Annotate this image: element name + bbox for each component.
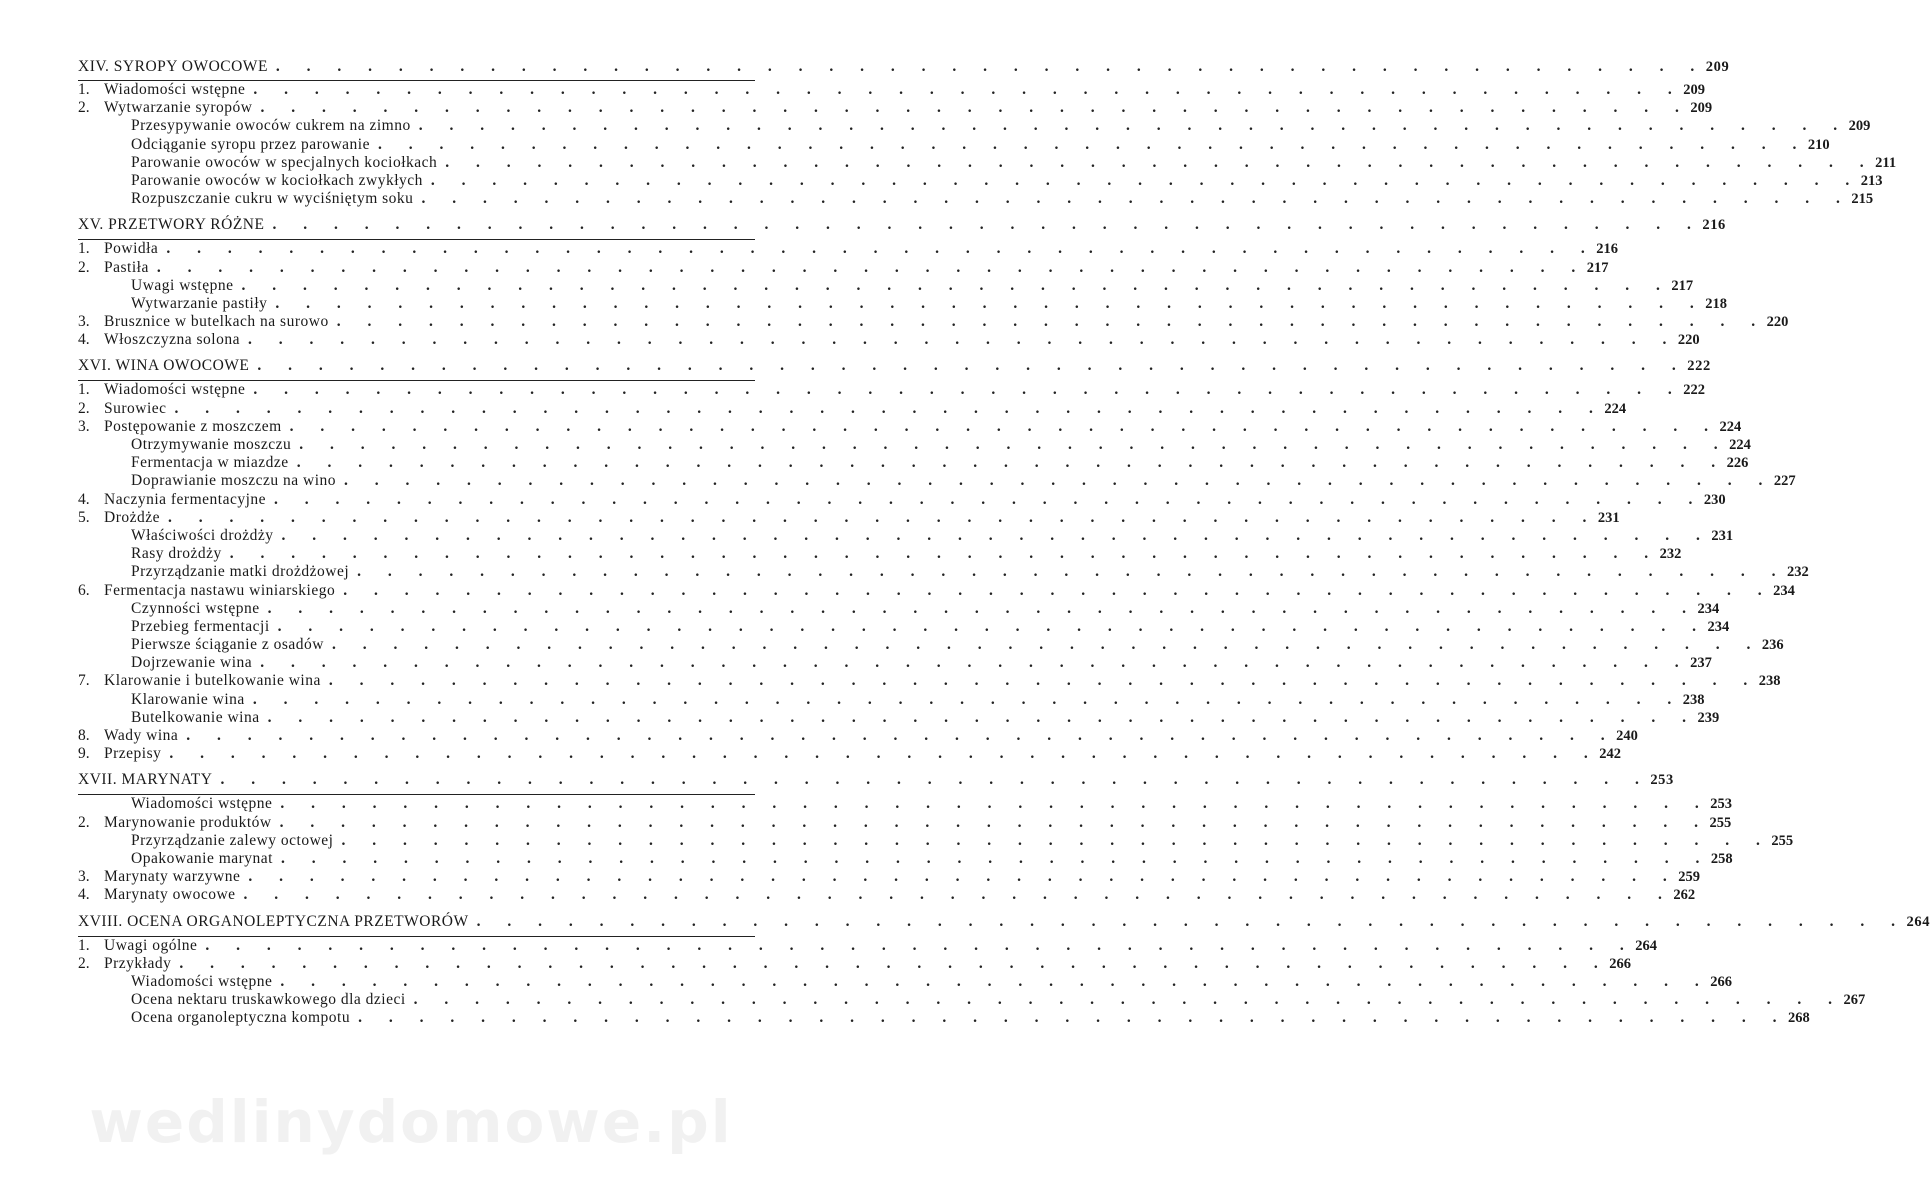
entry-title-wrap bbox=[78, 56, 268, 78]
toc-entry bbox=[78, 258, 1609, 277]
dot-leader: . . . . . . . . . . . . . . . . . . . . . . . . . . . . . . . . . . . . . . . . . . . . . . . bbox=[277, 617, 1708, 635]
entry-title-wrap bbox=[78, 313, 329, 331]
dot-leader: . . . . . . . . . . . . . . . . . . . . . . . . . . . . . . . . . . . . . . . . . . . . . . . bbox=[267, 599, 1698, 617]
entry-number: 7. bbox=[78, 672, 90, 690]
entry-title: Wiadomości wstępne bbox=[131, 972, 273, 990]
entry-title-wrap bbox=[78, 973, 272, 991]
chapter-heading bbox=[78, 909, 1930, 934]
entry-title-wrap bbox=[78, 454, 289, 472]
entry-title-wrap bbox=[78, 331, 240, 349]
page-number: 240 bbox=[1616, 728, 1638, 744]
page-number: 266 bbox=[1609, 955, 1631, 972]
page-number: 222 bbox=[1683, 382, 1706, 399]
chapter-title: XV. PRZETWORY RÓŻNE bbox=[78, 216, 265, 234]
page-number: 224 bbox=[1604, 400, 1627, 417]
page-number: 217 bbox=[1586, 259, 1609, 276]
entry-title: Wytwarzanie syropów bbox=[104, 99, 253, 117]
dot-leader: . . . . . . . . . . . . . . . . . . . . . . . . . . . . . . . . . . . . . . . . . . . . . . . bbox=[274, 490, 1704, 508]
entry-number: 1. bbox=[78, 81, 90, 98]
dot-leader: . . . . . . . . . . . . . . . . . . . . . . . . . . . . . . . . . . . . . . . . . . . . . . . bbox=[229, 545, 1660, 563]
entry-number: 1. bbox=[78, 381, 90, 399]
toc-subentry bbox=[78, 153, 1897, 172]
dot-leader: . . . . . . . . . . . . . . . . . . . . . . . . . . . . . . . . . . . . . . . . . . . . . . . bbox=[260, 654, 1691, 672]
entry-title: Doprawianie moszczu na wino bbox=[131, 472, 337, 490]
entry-number: 5. bbox=[78, 508, 90, 526]
toc-entry bbox=[78, 313, 1789, 331]
entry-title-wrap bbox=[78, 709, 260, 727]
dot-leader: . . . . . . . . . . . . . . . . . . . . . . . . . . . . . . . . . . . . . . . . . . . . . . . bbox=[241, 276, 1672, 294]
entry-title: Przykłady bbox=[104, 954, 172, 972]
entry-title-wrap bbox=[78, 81, 245, 99]
page-number: 209 bbox=[1690, 100, 1713, 117]
dot-leader: . . . . . . . . . . . . . . . . . . . . . . . . . . . . . . . . . . . . . . . . . . . . . . . bbox=[252, 690, 1683, 708]
toc-entry bbox=[78, 331, 1700, 349]
entry-title: Przebieg fermentacji bbox=[131, 617, 270, 635]
entry-title: Powidła bbox=[104, 240, 159, 258]
page-number: 242 bbox=[1599, 746, 1622, 763]
entry-number: 4. bbox=[78, 331, 90, 349]
entry-title: Rozpuszczanie cukru w wyciśniętym soku bbox=[131, 190, 414, 208]
entry-title-wrap bbox=[78, 600, 260, 618]
page-number: 262 bbox=[1673, 887, 1696, 904]
entry-title-wrap bbox=[78, 814, 272, 832]
entry-title: Marynaty warzywne bbox=[104, 868, 241, 886]
entry-title-wrap bbox=[78, 636, 324, 654]
page-number: 236 bbox=[1761, 637, 1784, 654]
entry-title: Wytwarzanie pastiły bbox=[131, 294, 268, 312]
page-number: 232 bbox=[1787, 564, 1809, 581]
entry-title: Wiadomości wstępne bbox=[131, 795, 273, 813]
page-number: 259 bbox=[1678, 869, 1700, 886]
entry-number: 4. bbox=[78, 886, 90, 904]
toc-subentry bbox=[78, 599, 1720, 618]
page-number: 238 bbox=[1758, 673, 1781, 690]
page-number: 217 bbox=[1671, 277, 1694, 294]
page-number: 253 bbox=[1650, 772, 1674, 789]
page-number: 232 bbox=[1659, 546, 1682, 563]
dot-leader: . . . . . . . . . . . . . . . . . . . . . . . . . . . . . . . . . . . . . . . . . . . . . . . bbox=[174, 399, 1605, 417]
dot-leader: . . . . . . . . . . . . . . . . . . . . . . . . . . . . . . . . . . . . . . . . . . . . . . . bbox=[156, 258, 1587, 276]
entry-number: 3. bbox=[78, 313, 90, 331]
dot-leader: . . . . . . . . . . . . . . . . . . . . . . . . . . . . . . . . . . . . . . . . . . . . . . . bbox=[253, 381, 1684, 399]
dot-leader: . . . . . . . . . . . . . . . . . . . . . . . . . . . . . . . . . . . . . . . . . . . . . . . bbox=[331, 636, 1762, 654]
page-number: 211 bbox=[1875, 154, 1897, 171]
toc-subentry bbox=[78, 972, 1733, 991]
page-number: 231 bbox=[1597, 509, 1620, 526]
chapter-heading bbox=[78, 212, 1726, 237]
entry-title-wrap bbox=[78, 527, 274, 545]
page-number: 213 bbox=[1860, 172, 1883, 189]
entry-title: Przepisy bbox=[104, 745, 162, 763]
toc-subentry bbox=[78, 654, 1712, 672]
entry-number: 8. bbox=[78, 727, 90, 744]
dot-leader: . . . . . . . . . . . . . . . . . . . . . . . . . . . . . . . . . . . . . . . . . . . . . . . bbox=[257, 357, 1688, 375]
toc-subentry bbox=[78, 563, 1809, 581]
toc-subentry bbox=[78, 135, 1830, 154]
dot-leader: . . . . . . . . . . . . . . . . . . . . . . . . . . . . . . . . . . . . . . . . . . . . . . . bbox=[378, 135, 1808, 153]
entry-number: 2. bbox=[78, 258, 90, 276]
toc-subentry bbox=[78, 849, 1733, 868]
entry-number: 2. bbox=[78, 399, 90, 417]
toc-entry bbox=[78, 886, 1696, 904]
page-number: 234 bbox=[1773, 582, 1795, 599]
entry-title: Ocena organoleptyczna kompotu bbox=[131, 1009, 351, 1027]
toc-entry bbox=[78, 672, 1781, 690]
entry-title-wrap bbox=[78, 136, 370, 154]
toc-subentry bbox=[78, 636, 1784, 654]
page-number: 216 bbox=[1596, 241, 1618, 258]
page-number: 227 bbox=[1773, 473, 1796, 490]
toc-subentry bbox=[78, 617, 1730, 636]
page-number: 216 bbox=[1702, 217, 1726, 234]
entry-title-wrap bbox=[78, 909, 469, 934]
entry-title: Pierwsze ściąganie z osadów bbox=[131, 636, 324, 654]
page-number: 220 bbox=[1677, 332, 1700, 349]
dot-leader: . . . . . . . . . . . . . . . . . . . . . . . . . . . . . . . . . . . . . . . . . . . . . . . bbox=[168, 508, 1598, 526]
entry-title: Wiadomości wstępne bbox=[104, 381, 246, 399]
toc-entry bbox=[78, 868, 1700, 886]
entry-title-wrap bbox=[78, 745, 161, 763]
entry-title-wrap bbox=[78, 400, 167, 418]
page-number: 231 bbox=[1711, 527, 1734, 544]
entry-title-wrap bbox=[78, 240, 158, 258]
chapter-title: XVI. WINA OWOCOWE bbox=[78, 357, 250, 375]
dot-leader: . . . . . . . . . . . . . . . . . . . . . . . . . . . . . . . . . . . . . . . . . . . . . . . bbox=[357, 563, 1788, 581]
entry-number: 2. bbox=[78, 954, 90, 972]
page-number: 226 bbox=[1726, 455, 1749, 472]
chapter-title: XVII. MARYNATY bbox=[78, 771, 213, 789]
chapter-heading bbox=[78, 353, 1711, 378]
entry-title: Przesypywanie owoców cukrem na zimno bbox=[131, 117, 411, 135]
page-number: 224 bbox=[1729, 437, 1751, 453]
dot-leader: . . . . . . . . . . . . . . . . . . . . . . . . . . . . . . . . . . . . . . . . . . . . . . . bbox=[343, 581, 1774, 599]
entry-title-wrap bbox=[78, 472, 336, 490]
entry-title: Klarowanie wina bbox=[131, 690, 245, 708]
page-number: 264 bbox=[1635, 937, 1658, 954]
toc-subentry bbox=[78, 436, 1751, 454]
entry-title-wrap bbox=[78, 582, 335, 600]
entry-title-wrap bbox=[78, 691, 245, 709]
toc-subentry bbox=[78, 526, 1734, 545]
entry-title-wrap bbox=[78, 190, 413, 208]
page-number: 266 bbox=[1710, 973, 1733, 990]
dot-leader: . . . . . . . . . . . . . . . . . . . . . . . . . . . . . . . . . . . . . . . . . . . . . . . bbox=[430, 171, 1861, 189]
entry-title: Marynaty owocowe bbox=[104, 886, 236, 904]
entry-title: Właściwości drożdży bbox=[131, 526, 274, 544]
entry-number: 9. bbox=[78, 745, 90, 763]
entry-title: Ocena nektaru truskawkowego dla dzieci bbox=[131, 991, 406, 1009]
table-of-contents bbox=[78, 56, 1930, 1027]
entry-number: 1. bbox=[78, 240, 90, 258]
toc-entry bbox=[78, 381, 1706, 399]
dot-leader: . . . . . . . . . . . . . . . . . . . . . . . . . . . . . . . . . . . . . . . . . . . . . . . bbox=[179, 954, 1610, 972]
toc-subentry bbox=[78, 117, 1871, 135]
page-number: 237 bbox=[1690, 655, 1712, 672]
toc-subentry bbox=[78, 472, 1796, 490]
page-number: 209 bbox=[1683, 82, 1706, 98]
entry-title-wrap bbox=[78, 154, 437, 172]
entry-title: Parowanie owoców w kociołkach zwykłych bbox=[131, 171, 423, 189]
page-number: 209 bbox=[1848, 118, 1871, 135]
dot-leader: . . . . . . . . . . . . . . . . . . . . . . . . . . . . . . . . . . . . . . . . . . . . . . . bbox=[248, 868, 1679, 886]
dot-leader: . . . . . . . . . . . . . . . . . . . . . . . . . . . . . . . . . . . . . . . . . . . . . . . bbox=[243, 886, 1674, 904]
entry-title-wrap bbox=[78, 295, 267, 313]
toc-subentry bbox=[78, 294, 1728, 313]
toc-entry bbox=[78, 813, 1732, 832]
toc-subentry bbox=[78, 545, 1682, 563]
toc-subentry bbox=[78, 454, 1749, 472]
toc-entry bbox=[78, 81, 1706, 99]
toc-entry bbox=[78, 417, 1742, 436]
entry-title: Pastiła bbox=[104, 258, 149, 276]
entry-title-wrap bbox=[78, 937, 197, 955]
entry-title-wrap bbox=[78, 618, 270, 636]
toc-entry bbox=[78, 954, 1631, 973]
toc-subentry bbox=[78, 991, 1866, 1009]
entry-title: Dojrzewanie wina bbox=[131, 654, 253, 672]
dot-leader: . . . . . . . . . . . . . . . . . . . . . . . . . . . . . . . . . . . . . . . . . . . . . . . bbox=[421, 190, 1852, 208]
toc-subentry bbox=[78, 171, 1883, 190]
entry-title: Uwagi wstępne bbox=[131, 276, 234, 294]
entry-title-wrap bbox=[78, 795, 272, 813]
entry-title: Postępowanie z moszczem bbox=[104, 417, 282, 435]
dot-leader: . . . . . . . . . . . . . . . . . . . . . . . . . . . . . . . . . . . . . . . . . . . . . . . bbox=[205, 936, 1636, 954]
dot-leader: . . . . . . . . . . . . . . . . . . . . . . . . . . . . . . . . . . . . . . . . . . . . . . . bbox=[267, 708, 1698, 726]
dot-leader: . . . . . . . . . . . . . . . . . . . . . . . . . . . . . . . . . . . . . . . . . . . . . . . bbox=[253, 81, 1684, 98]
page-number: 224 bbox=[1719, 418, 1742, 435]
toc-entry bbox=[78, 727, 1638, 745]
toc-entry bbox=[78, 936, 1658, 955]
entry-title: Czynności wstępne bbox=[131, 599, 260, 617]
entry-title: Wiadomości wstępne bbox=[104, 81, 246, 98]
entry-title: Przyrządzanie matki drożdżowej bbox=[131, 563, 350, 581]
entry-title-wrap bbox=[78, 172, 423, 190]
toc-entry bbox=[78, 240, 1618, 258]
entry-title-wrap bbox=[78, 381, 245, 399]
toc-subentry bbox=[78, 795, 1733, 813]
dot-leader: . . . . . . . . . . . . . . . . . . . . . . . . . . . . . . . . . . . . . . . . . . . . . . . bbox=[280, 972, 1711, 990]
page-number: 239 bbox=[1697, 709, 1720, 726]
page-number: 234 bbox=[1697, 600, 1720, 617]
dot-leader: . . . . . . . . . . . . . . . . . . . . . . . . . . . . . . . . . . . . . . . . . . . . . . . bbox=[418, 117, 1849, 135]
entry-title-wrap bbox=[78, 491, 266, 509]
entry-title-wrap bbox=[78, 353, 249, 378]
entry-number: 3. bbox=[78, 417, 90, 435]
page-number: 255 bbox=[1709, 814, 1732, 831]
page-number: 268 bbox=[1787, 1010, 1810, 1027]
chapter-title: XVIII. OCENA ORGANOLEPTYCZNA PRZETWORÓW bbox=[78, 912, 469, 930]
entry-title: Brusznice w butelkach na surowo bbox=[104, 313, 329, 331]
dot-leader: . . . . . . . . . . . . . . . . . . . . . . . . . . . . . . . . . . . . . . . . . . . . . . . bbox=[169, 745, 1600, 763]
chapter-heading bbox=[78, 767, 1674, 792]
entry-number: 4. bbox=[78, 490, 90, 508]
entry-number: 3. bbox=[78, 868, 90, 886]
entry-title: Drożdże bbox=[104, 508, 160, 526]
dot-leader: . . . . . . . . . . . . . . . . . . . . . . . . . . . . . . . . . . . . . . . . . . . . . . . bbox=[279, 813, 1710, 831]
chapter-title: XIV. SYROPY OWOCOWE bbox=[78, 58, 268, 75]
entry-title: Klarowanie i butelkowanie wina bbox=[104, 672, 321, 690]
entry-title-wrap bbox=[78, 672, 321, 690]
dot-leader: . . . . . . . . . . . . . . . . . . . . . . . . . . . . . . . . . . . . . . . . . . . . . . . bbox=[299, 436, 1730, 453]
entry-title-wrap bbox=[78, 991, 406, 1009]
page-number: 209 bbox=[1705, 59, 1730, 75]
toc-subentry bbox=[78, 276, 1694, 295]
entry-title-wrap bbox=[78, 868, 240, 886]
page-number: 222 bbox=[1687, 358, 1711, 375]
toc-subentry bbox=[78, 690, 1705, 709]
entry-title-wrap bbox=[78, 259, 149, 277]
toc-entry bbox=[78, 581, 1795, 600]
dot-leader: . . . . . . . . . . . . . . . . . . . . . . . . . . . . . . . . . . . . . . . . . . . . . . . bbox=[289, 417, 1720, 435]
toc-entry bbox=[78, 99, 1713, 117]
dot-leader: . . . . . . . . . . . . . . . . . . . . . . . . . . . . . . . . . . . . . . . . . . . . . . . bbox=[358, 1009, 1788, 1027]
dot-leader: . . . . . . . . . . . . . . . . . . . . . . . . . . . . . . . . . . . . . . . . . . . . . . . bbox=[272, 216, 1703, 234]
entry-title-wrap bbox=[78, 886, 236, 904]
dot-leader: . . . . . . . . . . . . . . . . . . . . . . . . . . . . . . . . . . . . . . . . . . . . . . . bbox=[476, 912, 1907, 930]
entry-title: Odciąganie syropu przez parowanie bbox=[131, 135, 370, 153]
dot-leader: . . . . . . . . . . . . . . . . . . . . . . . . . . . . . . . . . . . . . . . . . . . . . . . bbox=[247, 331, 1678, 349]
entry-title-wrap bbox=[78, 545, 222, 563]
entry-title-wrap bbox=[78, 436, 291, 454]
dot-leader: . . . . . . . . . . . . . . . . . . . . . . . . . . . . . . . . . . . . . . . . . . . . . . . bbox=[280, 795, 1711, 813]
dot-leader: . . . . . . . . . . . . . . . . . . . . . . . . . . . . . . . . . . . . . . . . . . . . . . . bbox=[296, 454, 1727, 472]
entry-title: Uwagi ogólne bbox=[104, 936, 198, 954]
page-number: 220 bbox=[1766, 314, 1789, 331]
entry-title-wrap bbox=[78, 654, 252, 672]
dot-leader: . . . . . . . . . . . . . . . . . . . . . . . . . . . . . . . . . . . . . . . . . . . . . . . bbox=[445, 153, 1876, 171]
entry-title-wrap bbox=[78, 117, 411, 135]
page-number: 253 bbox=[1710, 796, 1733, 813]
entry-title-wrap bbox=[78, 832, 333, 850]
entry-title: Rasy drożdży bbox=[131, 545, 222, 563]
dot-leader: . . . . . . . . . . . . . . . . . . . . . . . . . . . . . . . . . . . . . . . . . . . . . . . bbox=[275, 294, 1706, 312]
toc-subentry bbox=[78, 708, 1720, 727]
toc-entry bbox=[78, 508, 1620, 527]
entry-title-wrap bbox=[78, 277, 234, 295]
toc-subentry bbox=[78, 1009, 1810, 1027]
toc-entry bbox=[78, 399, 1627, 418]
entry-title: Wady wina bbox=[104, 727, 179, 744]
entry-title-wrap bbox=[78, 99, 252, 117]
entry-title-wrap bbox=[78, 850, 273, 868]
entry-title: Butelkowanie wina bbox=[131, 708, 260, 726]
page-number: 258 bbox=[1710, 850, 1733, 867]
entry-number: 6. bbox=[78, 581, 90, 599]
toc-entry bbox=[78, 745, 1622, 763]
chapter-heading bbox=[78, 56, 1730, 78]
dot-leader: . . . . . . . . . . . . . . . . . . . . . . . . . . . . . . . . . . . . . . . . . . . . . . . bbox=[186, 727, 1617, 744]
dot-leader: . . . . . . . . . . . . . . . . . . . . . . . . . . . . . . . . . . . . . . . . . . . . . . . bbox=[281, 849, 1711, 867]
dot-leader: . . . . . . . . . . . . . . . . . . . . . . . . . . . . . . . . . . . . . . . . . . . . . . . bbox=[413, 991, 1844, 1009]
dot-leader: . . . . . . . . . . . . . . . . . . . . . . . . . . . . . . . . . . . . . . . . . . . . . . . bbox=[341, 831, 1772, 849]
dot-leader: . . . . . . . . . . . . . . . . . . . . . . . . . . . . . . . . . . . . . . . . . . . . . . . bbox=[166, 240, 1597, 258]
dot-leader: . . . . . . . . . . . . . . . . . . . . . . . . . . . . . . . . . . . . . . . . . . . . . . . bbox=[275, 58, 1706, 75]
page-number: 215 bbox=[1851, 191, 1874, 208]
entry-title: Surowiec bbox=[104, 399, 167, 417]
page-number: 210 bbox=[1807, 136, 1830, 153]
entry-number: 2. bbox=[78, 813, 90, 831]
entry-title: Włoszczyzna solona bbox=[104, 331, 240, 349]
page-number: 267 bbox=[1843, 992, 1866, 1009]
toc-subentry bbox=[78, 831, 1794, 850]
dot-leader: . . . . . . . . . . . . . . . . . . . . . . . . . . . . . . . . . . . . . . . . . . . . . . . bbox=[281, 526, 1712, 544]
entry-title: Marynowanie produktów bbox=[104, 813, 272, 831]
page-number: 218 bbox=[1705, 295, 1728, 312]
page-number: 255 bbox=[1771, 832, 1794, 849]
entry-title-wrap bbox=[78, 727, 178, 745]
watermark: wedlinydomowe.pl bbox=[89, 1088, 733, 1156]
entry-title: Parowanie owoców w specjalnych kociołkach bbox=[131, 153, 438, 171]
dot-leader: . . . . . . . . . . . . . . . . . . . . . . . . . . . . . . . . . . . . . . . . . . . . . . . bbox=[328, 672, 1759, 690]
entry-title-wrap bbox=[78, 509, 160, 527]
entry-title: Fermentacja nastawu winiarskiego bbox=[104, 581, 336, 599]
toc-entry bbox=[78, 490, 1726, 509]
entry-title-wrap bbox=[78, 418, 282, 436]
entry-title-wrap bbox=[78, 767, 212, 792]
dot-leader: . . . . . . . . . . . . . . . . . . . . . . . . . . . . . . . . . . . . . . . . . . . . . . . bbox=[344, 472, 1774, 490]
entry-number: 1. bbox=[78, 936, 90, 954]
entry-number: 2. bbox=[78, 99, 90, 117]
dot-leader: . . . . . . . . . . . . . . . . . . . . . . . . . . . . . . . . . . . . . . . . . . . . . . . bbox=[260, 99, 1691, 117]
entry-title: Naczynia fermentacyjne bbox=[104, 490, 267, 508]
entry-title: Otrzymywanie moszczu bbox=[131, 436, 292, 453]
entry-title: Przyrządzanie zalewy octowej bbox=[131, 831, 334, 849]
page-number: 234 bbox=[1707, 618, 1730, 635]
page-number: 264 bbox=[1906, 913, 1930, 930]
dot-leader: . . . . . . . . . . . . . . . . . . . . . . . . . . . . . . . . . . . . . . . . . . . . . . . bbox=[220, 771, 1651, 789]
page-number: 238 bbox=[1682, 691, 1705, 708]
entry-title: Opakowanie marynat bbox=[131, 849, 273, 867]
entry-title-wrap bbox=[78, 563, 349, 581]
entry-title-wrap bbox=[78, 212, 264, 237]
page-number: 230 bbox=[1703, 491, 1726, 508]
entry-title: Fermentacja w miazdze bbox=[131, 454, 289, 472]
toc-subentry bbox=[78, 190, 1874, 208]
dot-leader: . . . . . . . . . . . . . . . . . . . . . . . . . . . . . . . . . . . . . . . . . . . . . . . bbox=[336, 313, 1767, 331]
entry-title-wrap bbox=[78, 955, 171, 973]
entry-title-wrap bbox=[78, 1009, 350, 1027]
